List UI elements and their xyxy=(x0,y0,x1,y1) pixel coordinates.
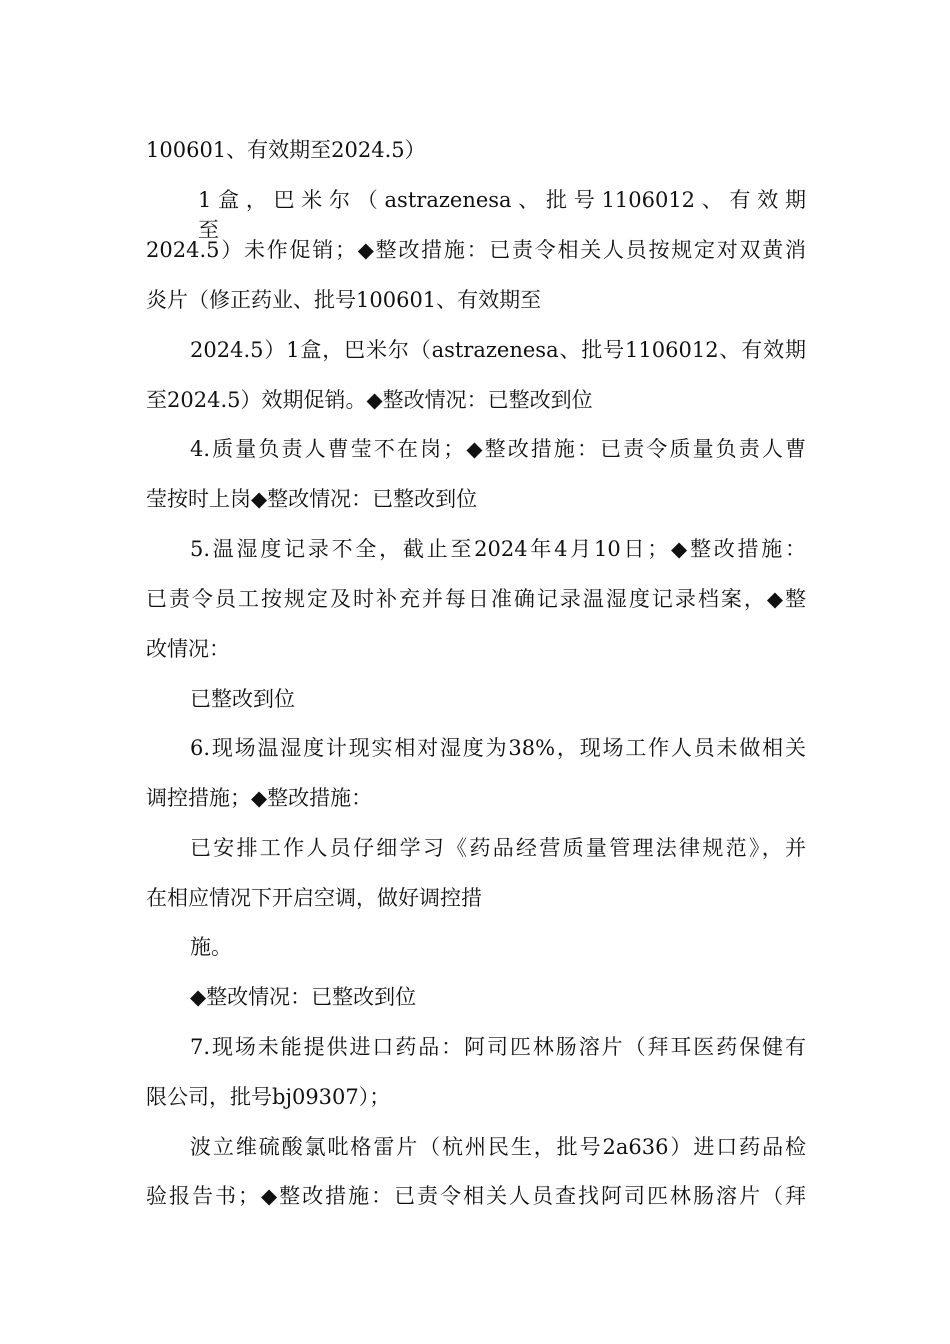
text-line: 2024.5）未作促销；◆整改措施：已责令相关人员按规定对双黄消 xyxy=(146,238,806,262)
text-line: 改情况： xyxy=(146,637,230,661)
text-line: 已安排工作人员仔细学习《药品经营质量管理法律规范》，并 xyxy=(190,836,806,860)
text-line: 4.质量负责人曹莹不在岗；◆整改措施：已责令质量负责人曹 xyxy=(190,437,806,461)
text-line: 炎片（修正药业、批号100601、有效期至 xyxy=(146,288,542,312)
text-line: 6.现场温湿度计现实相对湿度为38%，现场工作人员未做相关 xyxy=(190,736,806,760)
text-line: 2024.5）1盒，巴米尔（astrazenesa、批号1106012、有效期 xyxy=(190,338,806,362)
text-line: 验报告书；◆整改措施：已责令相关人员查找阿司匹林肠溶片（拜 xyxy=(146,1184,806,1208)
text-line: 5.温湿度记录不全，截止至2024年4月10日；◆整改措施： xyxy=(190,537,806,561)
text-line: 至2024.5）效期促销。◆整改情况：已整改到位 xyxy=(146,388,593,412)
text-line: 波立维硫酸氯吡格雷片（杭州民生，批号2a636）进口药品检 xyxy=(190,1135,806,1159)
text-line: 已责令员工按规定及时补充并每日准确记录温湿度记录档案，◆整 xyxy=(146,587,806,611)
text-line: 7.现场未能提供进口药品：阿司匹林肠溶片（拜耳医药保健有 xyxy=(190,1035,806,1059)
text-line: 100601、有效期至2024.5） xyxy=(146,138,426,162)
text-line: ◆整改情况：已整改到位 xyxy=(190,985,417,1009)
text-line: 1 盒 ， 巴 米 尔 （ astrazenesa 、 批 号 1106012 、 有 效 期 至 xyxy=(198,188,806,242)
text-line: 限公司，批号bj09307）； xyxy=(146,1085,391,1109)
text-line: 已整改到位 xyxy=(190,687,295,711)
text-line: 在相应情况下开启空调，做好调控措 xyxy=(146,886,482,910)
text-line: 莹按时上岗◆整改情况：已整改到位 xyxy=(146,487,478,511)
text-line: 施。 xyxy=(190,935,232,959)
text-line: 调控措施；◆整改措施： xyxy=(146,786,373,810)
